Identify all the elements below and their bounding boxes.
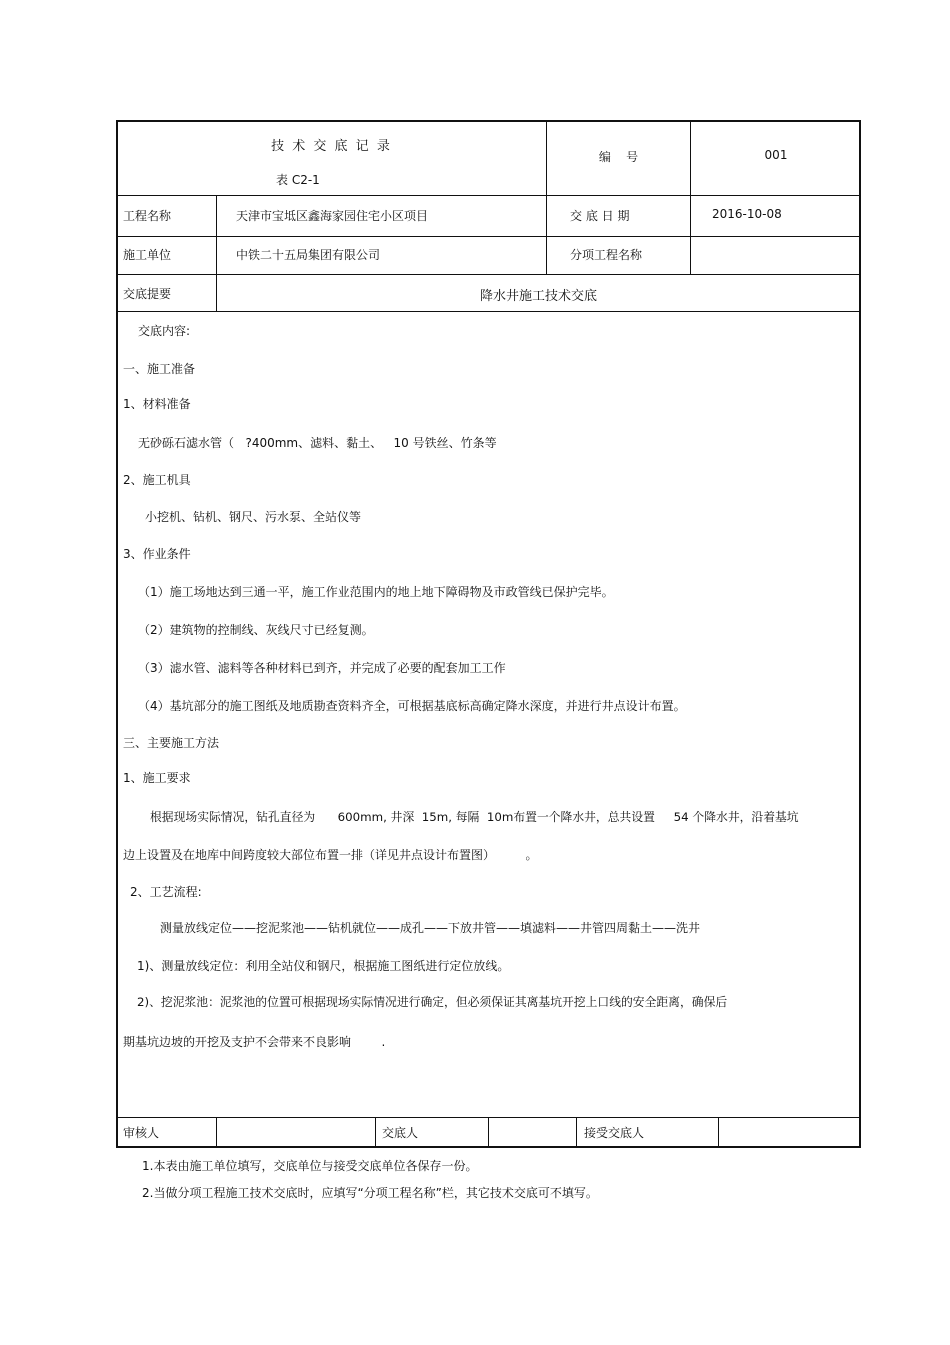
- number-value: 001: [764, 148, 788, 162]
- section-1-2-heading: 2、施工机具: [123, 473, 191, 487]
- process-flow: 测量放线定位——挖泥浆池——钻机就位——成孔——下放井管——填滤料——井管四周黏土——洗井: [160, 921, 701, 935]
- section-1-2-text: 小挖机、钻机、钢尺、污水泵、全站仪等: [145, 510, 362, 524]
- sub-project-label: 分项工程名称: [570, 248, 643, 262]
- rule-header-right: [690, 121, 691, 274]
- requirement-line-1: 根据现场实际情况，钻孔直径为 600mm, 井深 15m, 每隔 10m布置一个降水井，总共设置 54 个降水井，沿着基坑: [150, 810, 799, 824]
- rule-after-header: [117, 195, 860, 196]
- form-code: 表 C2-1: [276, 173, 320, 187]
- number-label: 编 号: [598, 150, 639, 164]
- rule-after-project: [117, 236, 860, 237]
- unit-label: 施工单位: [123, 248, 172, 262]
- condition-1: （1）施工场地达到三通一平，施工作业范围内的地上地下障碍物及市政管线已保护完毕。: [138, 585, 614, 599]
- section-1-1-text: 无砂砾石滤水管（ ?400mm、滤料、黏土、 10 号铁丝、竹条等: [138, 436, 497, 450]
- section-1-1-heading: 1、材料准备: [123, 397, 191, 411]
- rule-header-mid: [546, 121, 547, 274]
- date-value: 2016-10-08: [712, 207, 782, 221]
- summary-value: 降水井施工技术交底: [479, 289, 597, 304]
- condition-3: （3）滤水管、滤料等各种材料已到齐，并完成了必要的配套加工工作: [138, 661, 506, 675]
- rule-footer-5: [718, 1117, 719, 1148]
- condition-4: （4）基坑部分的施工图纸及地质勘查资料齐全，可根据基底标高确定降水深度，并进行井点设计布置。: [138, 699, 686, 713]
- project-name-label: 工程名称: [123, 209, 172, 223]
- record-title: 技 术 交 底 记 录: [271, 139, 392, 154]
- receiver-label: 接受交底人: [584, 1126, 645, 1140]
- condition-2: （2）建筑物的控制线、灰线尺寸已经复测。: [138, 623, 374, 637]
- requirement-line-2: 边上设置及在地库中间跨度较大部位布置一排（详见井点设计布置图） 。: [123, 848, 538, 862]
- section-3-heading: 三、主要施工方法: [123, 736, 220, 750]
- content-intro: 交底内容:: [138, 324, 191, 338]
- rule-footer-2: [375, 1117, 376, 1148]
- unit-value: 中铁二十五局集团有限公司: [236, 248, 381, 262]
- section-3-1-heading: 1、施工要求: [123, 771, 191, 785]
- step-2-line-2: 期基坑边坡的开挖及支护不会带来不良影响 .: [123, 1035, 386, 1049]
- reviewer-label: 审核人: [123, 1126, 160, 1140]
- rule-footer-3: [488, 1117, 489, 1148]
- presenter-label: 交底人: [382, 1126, 419, 1140]
- step-1: 1)、测量放线定位：利用全站仪和钢尺，根据施工图纸进行定位放线。: [137, 959, 510, 973]
- project-name-value: 天津市宝坻区鑫海家园住宅小区项目: [236, 209, 429, 223]
- summary-label: 交底提要: [123, 287, 172, 301]
- note-2: 2.当做分项工程施工技术交底时，应填写“分项工程名称”栏，其它技术交底可不填写。: [142, 1186, 598, 1200]
- step-2-line-1: 2)、挖泥浆池：泥浆池的位置可根据现场实际情况进行确定，但必须保证其离基坑开挖上口线的安全距离，确保后: [137, 995, 728, 1009]
- rule-footer-1: [216, 1117, 217, 1148]
- section-1-3-heading: 3、作业条件: [123, 547, 191, 561]
- section-1-heading: 一、施工准备: [123, 362, 196, 376]
- section-3-2-heading: 2、工艺流程:: [130, 885, 202, 899]
- rule-footer-4: [576, 1117, 577, 1148]
- rule-after-summary: [117, 311, 860, 312]
- rule-after-unit: [117, 274, 860, 275]
- note-1: 1.本表由施工单位填写，交底单位与接受交底单位各保存一份。: [142, 1159, 478, 1173]
- date-label: 交 底 日 期: [570, 209, 630, 223]
